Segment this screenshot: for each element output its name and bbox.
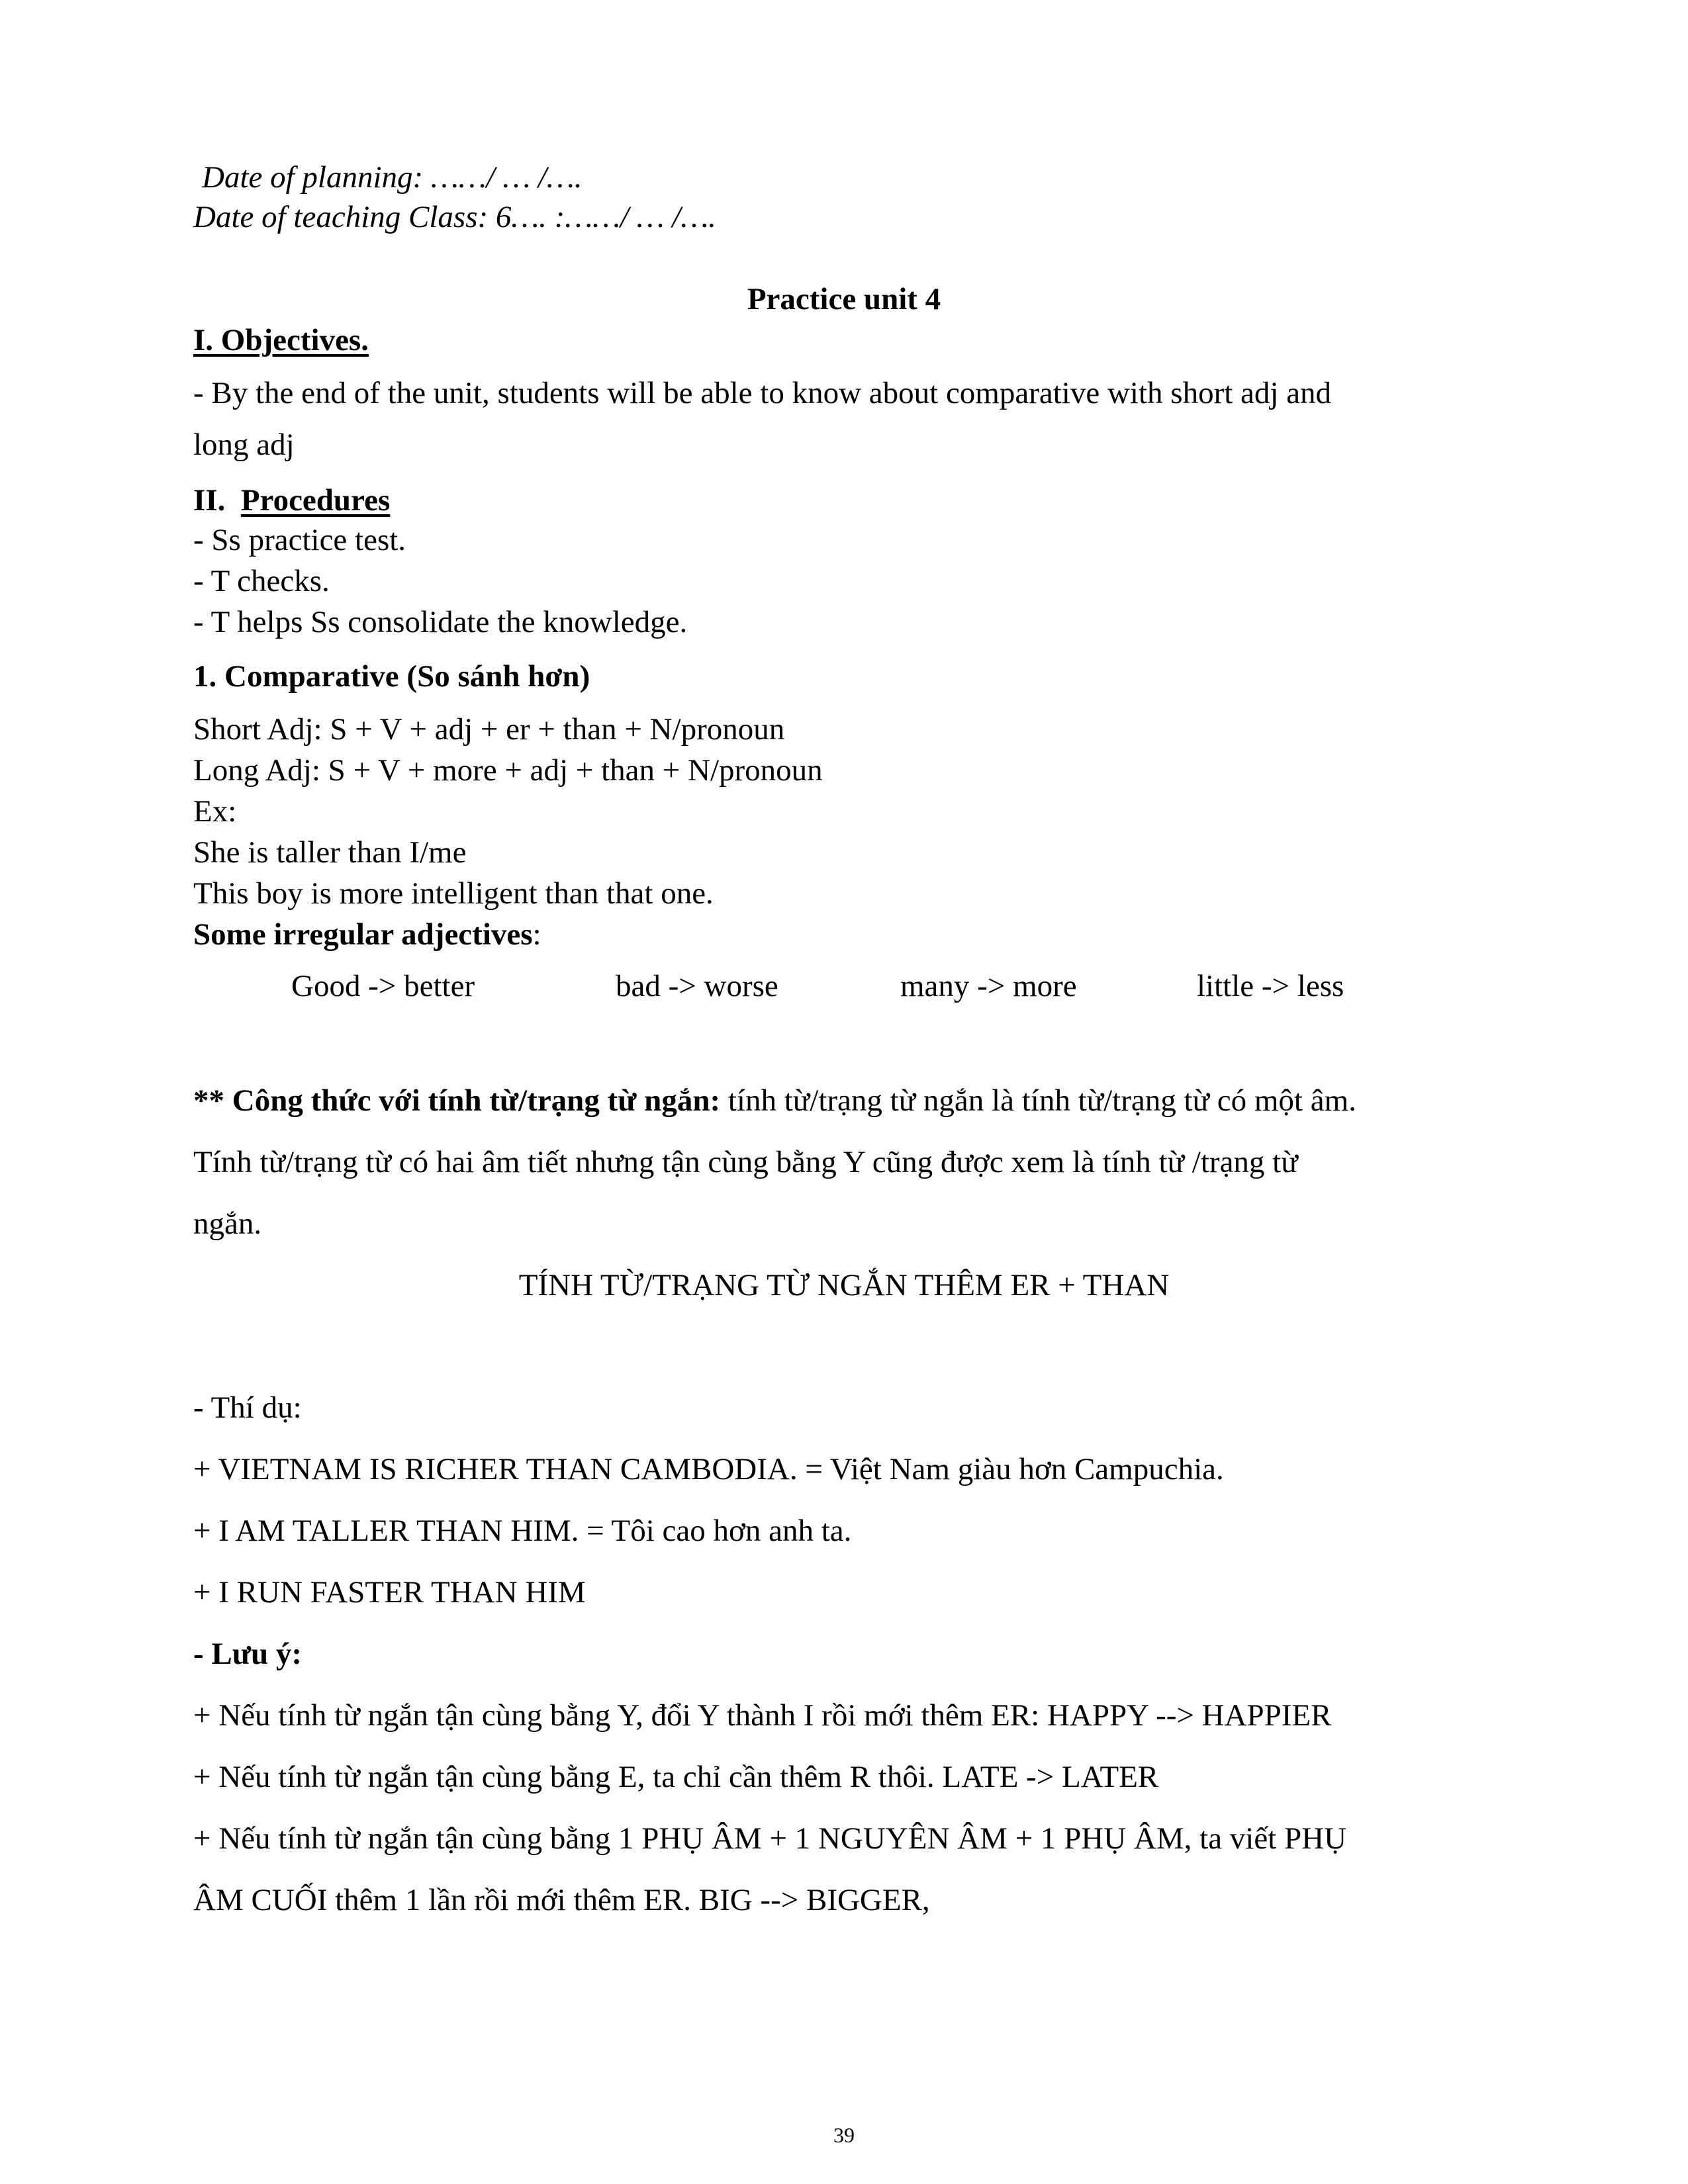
formula-line-3: ngắn. bbox=[193, 1206, 262, 1241]
objectives-heading: I. Objectives. bbox=[193, 323, 369, 357]
example-1: She is taller than I/me bbox=[193, 835, 467, 870]
procedures-heading-number: II. bbox=[193, 483, 226, 518]
irregular-adjective: many -> more bbox=[900, 969, 1077, 1003]
procedure-item: - T checks. bbox=[193, 564, 330, 598]
formula-line-1 bbox=[193, 1082, 1356, 1119]
example-item: + I RUN FASTER THAN HIM bbox=[193, 1575, 586, 1610]
procedures-heading bbox=[193, 482, 390, 519]
irregular-adjective: bad -> worse bbox=[616, 969, 778, 1003]
formula-definition: tính từ/trạng từ ngắn là tính từ/trạng từ có một âm. bbox=[720, 1083, 1356, 1118]
irregular-heading-label: Some irregular adjectives bbox=[193, 917, 533, 952]
procedure-item: - T helps Ss consolidate the knowledge. bbox=[193, 605, 688, 639]
irregular-heading-colon: : bbox=[532, 917, 541, 952]
irregular-heading bbox=[193, 916, 541, 953]
examples-label: - Thí dụ: bbox=[193, 1390, 302, 1425]
page-number: 39 bbox=[833, 2123, 855, 2147]
procedures-heading-label: Procedures bbox=[240, 483, 391, 518]
example-item: + I AM TALLER THAN HIM. = Tôi cao hơn anh ta. bbox=[193, 1514, 852, 1548]
example-2: This boy is more intelligent than that one. bbox=[193, 876, 714, 911]
comparative-heading: 1. Comparative (So sánh hơn) bbox=[193, 659, 590, 694]
example-label: Ex: bbox=[193, 794, 237, 829]
notes-label: - Lưu ý: bbox=[193, 1637, 302, 1671]
procedure-item: - Ss practice test. bbox=[193, 523, 406, 557]
note-item: ÂM CUỐI thêm 1 lần rồi mới thêm ER. BIG --> BIGGER, bbox=[193, 1883, 930, 1917]
note-item: + Nếu tính từ ngắn tận cùng bằng Y, đổi Y thành I rồi mới thêm ER: HAPPY --> HAPPIER bbox=[193, 1698, 1332, 1733]
note-item: + Nếu tính từ ngắn tận cùng bằng 1 PHỤ ÂM + 1 NGUYÊN ÂM + 1 PHỤ ÂM, ta viết PHỤ bbox=[193, 1821, 1347, 1856]
example-item: + VIETNAM IS RICHER THAN CAMBODIA. = Việt Nam giàu hơn Campuchia. bbox=[193, 1452, 1224, 1486]
objectives-line-2: long adj bbox=[193, 428, 295, 462]
formula-bold-lead: ** Công thức với tính từ/trạng từ ngắn: bbox=[193, 1083, 721, 1118]
irregular-adjective: little -> less bbox=[1197, 969, 1344, 1003]
short-adj-formula: Short Adj: S + V + adj + er + than + N/pronoun bbox=[193, 712, 785, 747]
date-of-planning: Date of planning: ……/ … /…. bbox=[202, 160, 583, 195]
page-title: Practice unit 4 bbox=[747, 282, 941, 316]
formula-rule: TÍNH TỪ/TRẠNG TỪ NGẮN THÊM ER + THAN bbox=[518, 1268, 1170, 1302]
irregular-adjective: Good -> better bbox=[291, 969, 475, 1003]
formula-line-2: Tính từ/trạng từ có hai âm tiết nhưng tận cùng bằng Y cũng được xem là tính từ /trạng từ bbox=[193, 1145, 1298, 1179]
date-of-teaching: Date of teaching Class: 6…. :……/ … /…. bbox=[193, 200, 716, 234]
objectives-line-1: - By the end of the unit, students will be able to know about comparative with short adj and bbox=[193, 376, 1332, 410]
long-adj-formula: Long Adj: S + V + more + adj + than + N/pronoun bbox=[193, 753, 823, 788]
note-item: + Nếu tính từ ngắn tận cùng bằng E, ta chỉ cần thêm R thôi. LATE -> LATER bbox=[193, 1760, 1159, 1794]
